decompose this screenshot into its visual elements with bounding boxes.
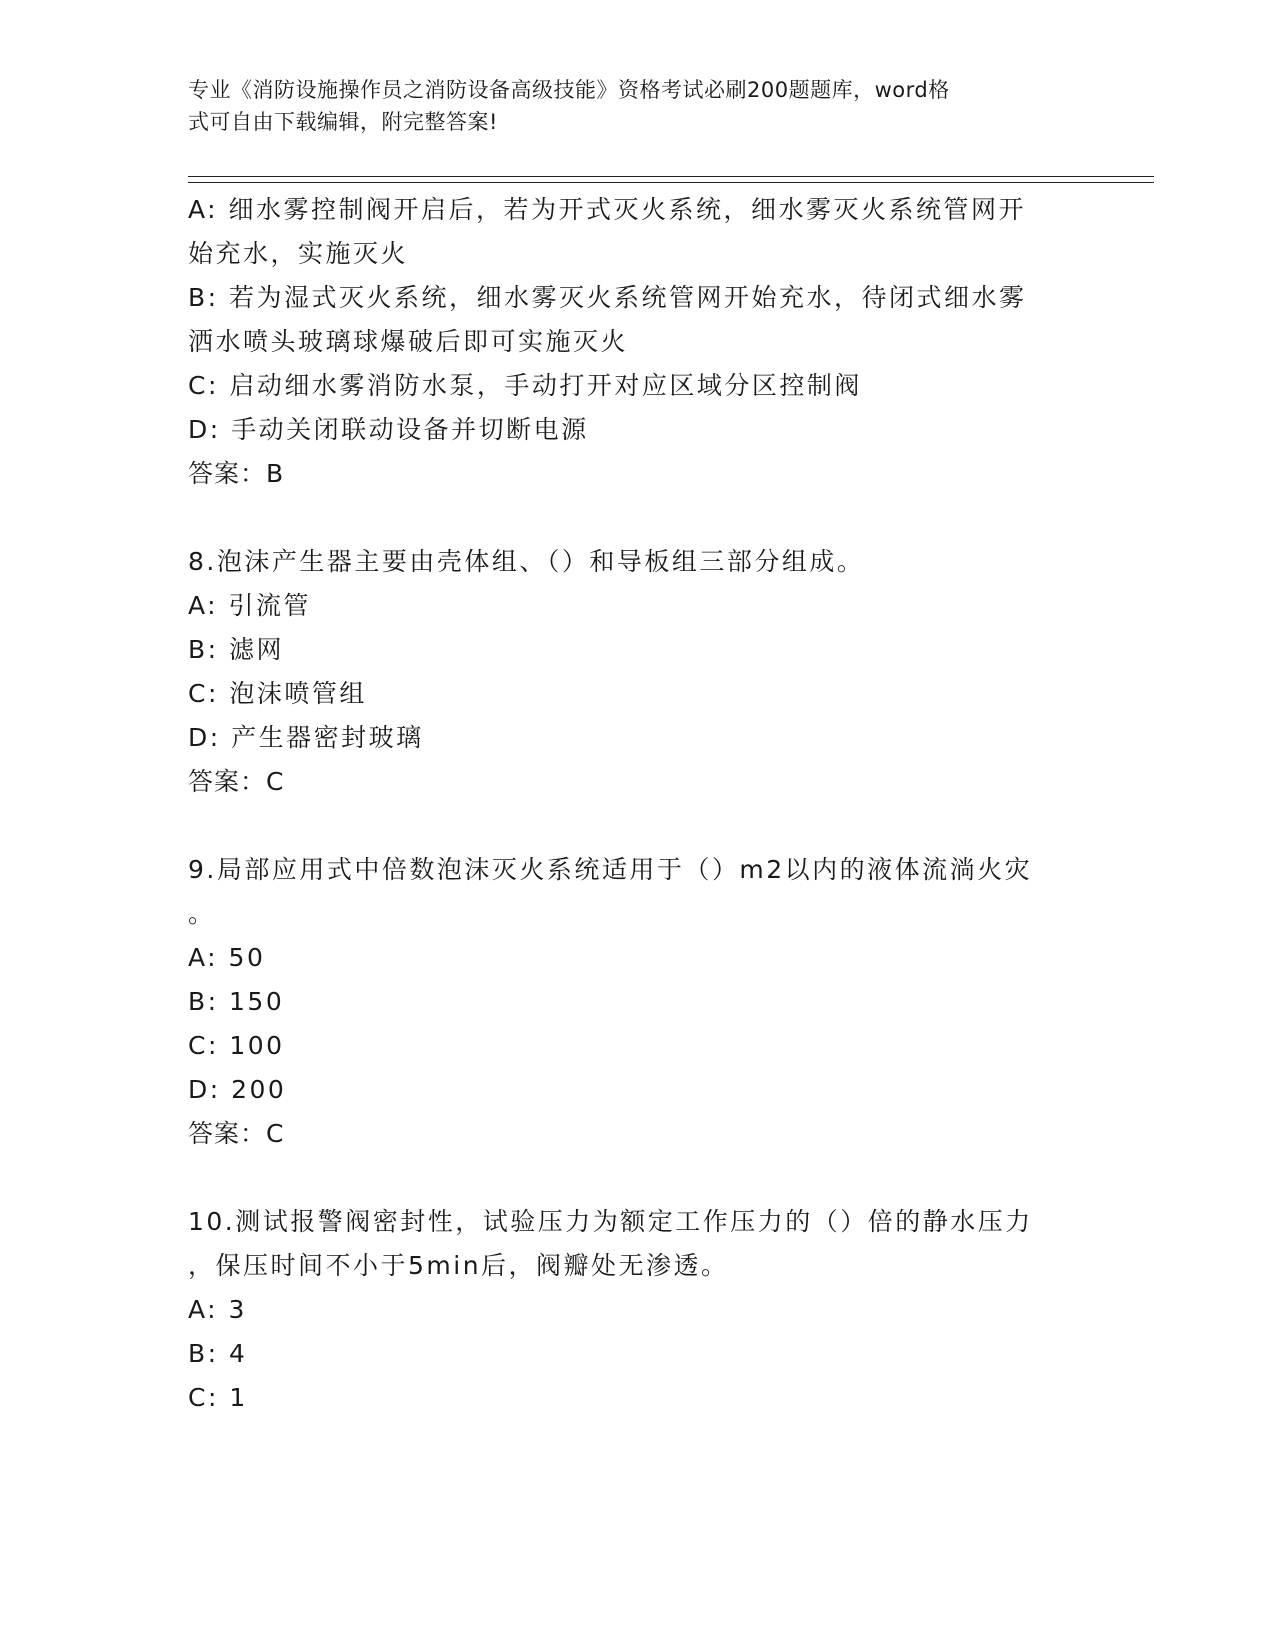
q7-option-b-line-1: B: 若为湿式灭火系统，细水雾灭火系统管网开始充水，待闭式细水雾: [188, 283, 1027, 312]
document-header: [188, 74, 1088, 138]
header-line-1: 专业《消防设施操作员之消防设备高级技能》资格考试必刷200题题库，word格: [188, 78, 950, 102]
q10-option-c: C: 1: [188, 1383, 248, 1412]
q8-option-b: B: 滤网: [188, 635, 285, 664]
q8-option-a: A: 引流管: [188, 591, 312, 620]
q7-option-a-line-2: 始充水，实施灭火: [188, 239, 409, 268]
header-divider-bottom: [188, 182, 1154, 183]
q7-answer: 答案：B: [188, 459, 285, 488]
q9-option-a: A: 50: [188, 943, 266, 972]
q7-option-b-line-2: 洒水喷头玻璃球爆破后即可实施灭火: [188, 327, 629, 356]
q10-question-line-2: ，保压时间不小于5min后，阀瓣处无渗透。: [188, 1251, 729, 1280]
q9-answer: 答案：C: [188, 1119, 285, 1148]
q9-option-b: B: 150: [188, 987, 285, 1016]
q7-option-a-line-1: A: 细水雾控制阀开启后，若为开式灭火系统，细水雾灭火系统管网开: [188, 195, 1027, 224]
q10-option-a: A: 3: [188, 1295, 247, 1324]
q7-option-c: C: 启动细水雾消防水泵，手动打开对应区域分区控制阀: [188, 371, 862, 400]
q10-option-b: B: 4: [188, 1339, 248, 1368]
q9-option-d: D: 200: [188, 1075, 287, 1104]
q10-question-line-1: 10.测试报警阀密封性，试验压力为额定工作压力的（）倍的静水压力: [188, 1207, 1033, 1236]
q8-question: 8.泡沫产生器主要由壳体组、（）和导板组三部分组成。: [188, 547, 865, 576]
header-line-2: 式可自由下载编辑，附完整答案!: [188, 110, 498, 134]
q9-option-c: C: 100: [188, 1031, 285, 1060]
q9-question-line-2: 。: [188, 899, 216, 928]
q7-option-d: D: 手动关闭联动设备并切断电源: [188, 415, 589, 444]
q8-option-c: C: 泡沫喷管组: [188, 679, 367, 708]
header-divider-top: [188, 176, 1154, 177]
q8-option-d: D: 产生器密封玻璃: [188, 723, 424, 752]
q9-question-line-1: 9.局部应用式中倍数泡沫灭火系统适用于（）m2以内的液体流淌火灾: [188, 855, 1033, 884]
q8-answer: 答案：C: [188, 767, 285, 796]
